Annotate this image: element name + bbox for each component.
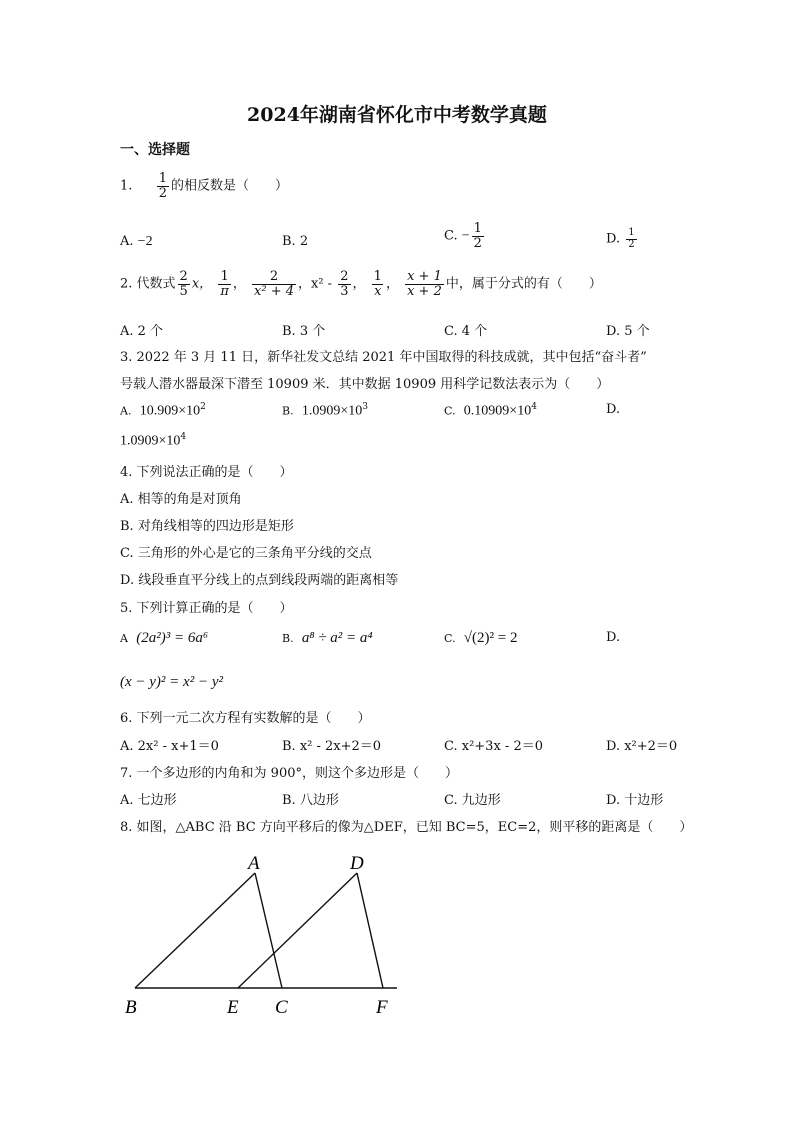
question-number: 1. [120,178,133,194]
q5-option-a: A (2a²)³ = 6a⁶ [120,630,209,646]
q5-option-d-label: D. [606,630,621,645]
q5-option-b: B. a⁸ ÷ a² = a⁴ [282,630,373,646]
translation-figure [110,845,420,1025]
q3-option-c: C. $0.10909\times 10^4$ [444,402,537,419]
q1-option-c: C. − $\frac{1}{2}$ [444,221,482,251]
q1-option-d: D. $\frac{1}{2}$ [606,227,635,250]
q2-option-a: A. 2 个 [120,324,164,339]
fraction: $\frac{1}{2}$ [158,171,167,201]
q6-option-d: D. x²+2＝0 [606,739,678,754]
question-1-stem [120,172,288,200]
q5-option-c: C. √(2)² = 2 [444,630,518,646]
q1-option-a: A. −2 [120,234,153,249]
question-2-stem: 2. 代数式 $\frac{2}{5}$ x， $\frac{1}{\pi}$ ， $\frac{2}{\text{x² + 4}}$ ，x² - $\frac{2}{3}$ ， $\frac{1}{x}$ ， $\frac{x + 1}{x + 2}$ 中，属于分式的有（ ） [120,269,602,299]
q4-option-c: C. 三角形的外心是它的三条角平分线的交点 [120,546,372,561]
question-3-line-1: 3. 2022 年 3 月 11 日，新华社发文总结 2021 年中国取得的科技成就，其中包括“奋斗者” [120,350,647,365]
question-3-line-2: 号载人潜水器最深下潜至 10909 米．其中数据 10909 用科学记数法表示为（ ） [120,377,610,392]
question-5-stem: 5. 下列计算正确的是（ ） [120,601,293,616]
question-8-stem: 8. 如图，△ABC 沿 BC 方向平移后的像为△DEF，已知 BC=5，EC=2，则平移的距离是（ ） [120,820,693,835]
q4-option-a: A. 相等的角是对顶角 [120,492,242,507]
q1-option-b: B. 2 [282,234,309,249]
segment-ab [135,873,255,988]
segment-ac [255,873,282,988]
q7-option-b: B. 八边形 [282,793,339,808]
q5-option-d-value: (x − y)² = x² − y² [120,674,223,690]
q7-option-a: A. 七边形 [120,793,177,808]
q2-option-b: B. 3 个 [282,324,326,339]
q7-option-d: D. 十边形 [606,793,664,808]
q7-option-c: C. 九边形 [444,793,501,808]
q3-option-a: A. $10.909\times 10^2$ [120,402,206,419]
segment-df [357,873,383,988]
label-a: A [248,853,260,874]
question-6-stem: 6. 下列一元二次方程有实数解的是（ ） [120,711,371,726]
label-b: B [125,997,137,1018]
label-c: C [275,997,288,1018]
page-title: 2024年湖南省怀化市中考数学真题 [247,104,547,126]
label-d: D [350,853,364,874]
segment-ed [238,873,357,988]
q3-option-d-value: $1.0909\times 10^4$ [120,432,187,449]
stem-text: 的相反数是（ ） [170,178,288,194]
q2-option-c: C. 4 个 [444,324,488,339]
q3-option-b: B. $1.0909\times 10^3$ [282,402,368,419]
q6-option-a: A. 2x² - x+1＝0 [120,739,219,754]
q6-option-b: B. x² - 2x+2＝0 [282,739,382,754]
question-7-stem: 7. 一个多边形的内角和为 900°，则这个多边形是（ ） [120,766,458,781]
q6-option-c: C. x²+3x - 2＝0 [444,739,543,754]
q4-option-d: D. 线段垂直平分线上的点到线段两端的距离相等 [120,573,399,588]
section-heading: 一、选择题 [120,142,190,158]
label-e: E [227,997,239,1018]
q4-option-b: B. 对角线相等的四边形是矩形 [120,519,294,534]
q2-option-d: D. 5 个 [606,324,650,339]
q3-option-d-label: D. [606,402,621,417]
question-4-stem: 4. 下列说法正确的是（ ） [120,465,293,480]
label-f: F [376,997,388,1018]
